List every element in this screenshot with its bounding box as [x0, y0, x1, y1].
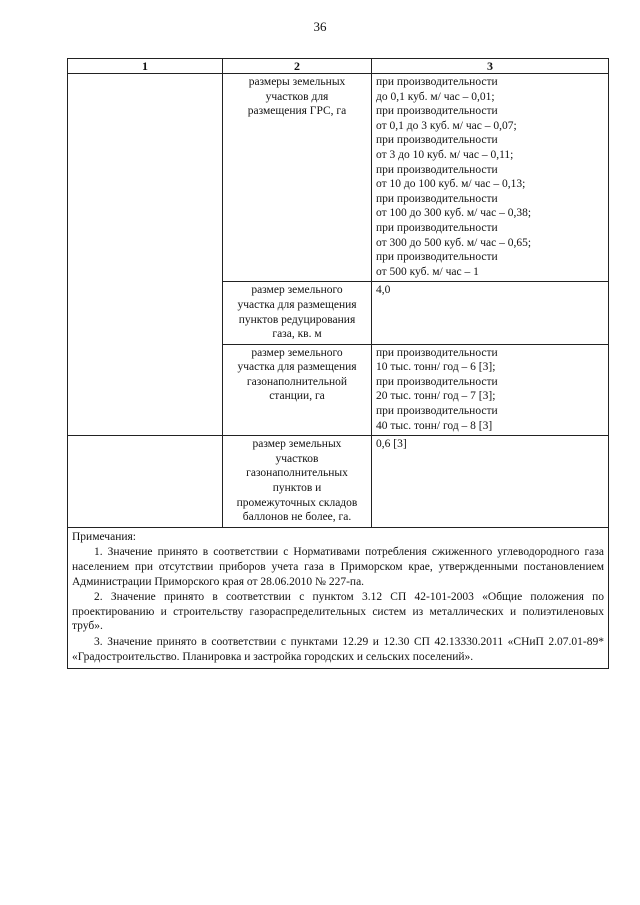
parameter-line: участка для размещения	[237, 361, 357, 374]
notes-heading: Примечания:	[72, 530, 136, 543]
value-line: 4,0	[376, 284, 391, 297]
value-line: до 0,1 куб. м/ час – 0,01;	[376, 90, 495, 103]
parameter-line: промежуточных складов	[236, 496, 358, 509]
parameter-line: размеры земельных	[248, 76, 346, 88]
value-line: при производительности	[376, 251, 498, 264]
value-line: от 0,1 до 3 куб. м/ час – 0,07;	[376, 119, 517, 132]
value-line: от 10 до 100 куб. м/ час – 0,13;	[376, 178, 526, 191]
value-line: при производительности	[376, 134, 498, 147]
parameter-line: газа, кв. м	[272, 328, 322, 341]
parameter-line: размещения ГРС, га	[247, 105, 347, 118]
table-row	[68, 74, 609, 282]
value-line: от 100 до 300 куб. м/ час – 0,38;	[376, 207, 532, 220]
parameter-line: станции, га	[269, 390, 325, 403]
parameter-cell	[223, 436, 372, 528]
group-cell-1	[68, 74, 223, 436]
notes-cell	[68, 527, 609, 668]
value-cell	[372, 74, 609, 282]
column-header-1: 1	[68, 59, 223, 74]
parameter-line: баллонов не более, га.	[242, 511, 352, 524]
value-line: при производительности	[376, 405, 498, 418]
norms-table	[67, 58, 609, 669]
note-item: 2. Значение принято в соответствии с пунктом 3.12 СП 42-101-2003 «Общие положения по проектированию и строительству газораспределительных систем из металлических и полиэтиленовых труб».	[72, 591, 604, 633]
parameter-line: размер земельного	[251, 346, 343, 359]
parameter-line: участков для	[265, 90, 329, 103]
value-cell	[372, 436, 609, 528]
note-item: 1. Значение принято в соответствии с Нормативами потребления сжиженного углеводородного газа населением при отсутствии приборов учета газа в Приморском крае, утвержденными постановлением Администрации Приморского края от 28.06.2010 № 227-па.	[72, 546, 604, 588]
parameter-line: газонаполнительной	[246, 375, 348, 388]
group-cell-2	[68, 436, 223, 528]
parameter-line: размер земельного	[251, 284, 343, 297]
column-header-2: 2	[223, 59, 372, 74]
parameter-cell	[223, 74, 372, 282]
value-line: при производительности	[376, 375, 498, 388]
note-item: 3. Значение принято в соответствии с пунктами 12.29 и 12.30 СП 42.13330.2011 «СНиП 2.07.01-89* «Градостроительство. Планировка и застройка городских и сельских поселений».	[72, 635, 604, 663]
value-line: при производительности	[376, 163, 498, 176]
parameter-line: участков	[275, 452, 319, 465]
value-line: от 500 куб. м/ час – 1	[376, 265, 479, 278]
value-line: от 300 до 500 куб. м/ час – 0,65;	[376, 236, 532, 249]
parameter-line: участка для размещения	[237, 298, 357, 311]
notes-row	[68, 527, 609, 668]
page-number: 36	[313, 19, 327, 34]
value-cell	[372, 344, 609, 436]
table-row	[68, 436, 609, 528]
parameter-cell	[223, 344, 372, 436]
parameter-line: газонаполнительных	[246, 467, 348, 480]
value-line: при производительности	[376, 76, 498, 88]
column-header-3: 3	[372, 59, 609, 74]
value-line: при производительности	[376, 221, 498, 234]
value-line: 0,6 [3]	[376, 438, 407, 451]
parameter-line: размер земельных	[252, 438, 342, 451]
value-line: при производительности	[376, 346, 498, 359]
value-line: при производительности	[376, 105, 498, 118]
parameter-line: пунктов и	[272, 482, 322, 495]
value-cell	[372, 282, 609, 344]
parameter-line: пунктов редуцирования	[238, 313, 356, 326]
value-line: 20 тыс. тонн/ год – 7 [3];	[376, 390, 496, 403]
value-line: 40 тыс. тонн/ год – 8 [3]	[376, 419, 493, 432]
table-header-row	[68, 59, 609, 74]
value-line: 10 тыс. тонн/ год – 6 [3];	[376, 361, 496, 374]
value-line: от 3 до 10 куб. м/ час – 0,11;	[376, 148, 514, 161]
value-line: при производительности	[376, 192, 498, 205]
parameter-cell	[223, 282, 372, 344]
